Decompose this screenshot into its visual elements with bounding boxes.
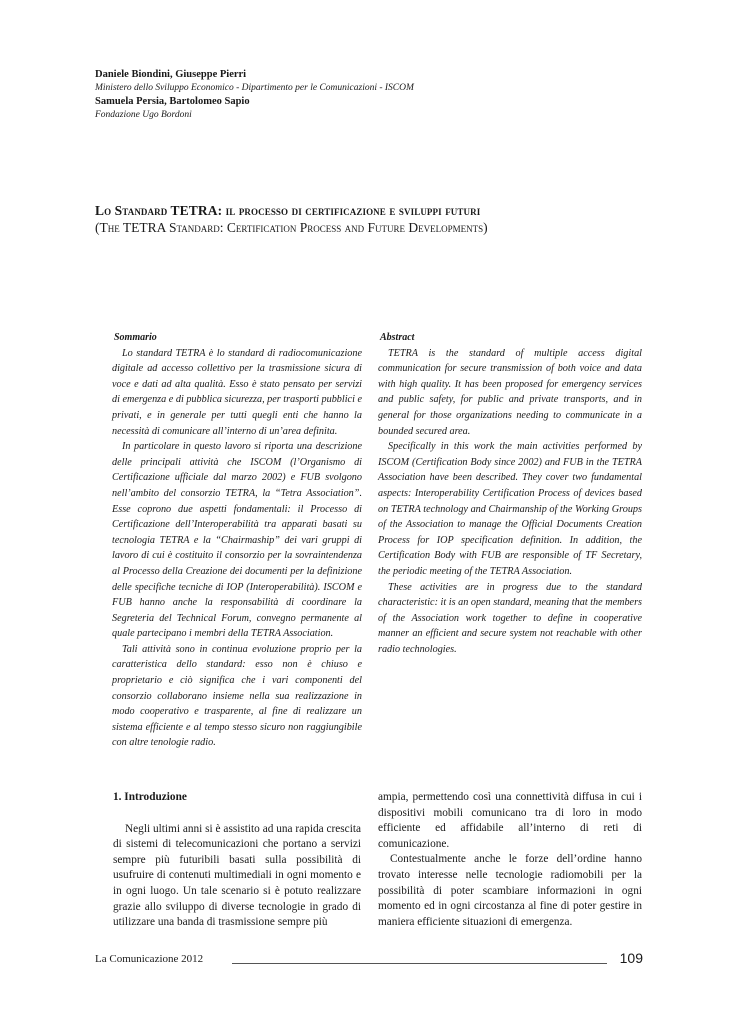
paper-title [95, 202, 655, 236]
abstract-paragraph: These activities are in progress due to the standard characteristic: it is an open standard, meaning that the members of the Association work together to define in cooperative manner an efficient and secure system not reachable with other radio technologies. [378, 581, 642, 655]
abstract-paragraph: Specifically in this work the main activities performed by ISCOM (Certification Body since 2002) and FUB in the TETRA Association have been described. They cover two fundamental aspects: Interoperability Certification Process of devices based on TETRA technology and Chairmanship of the Working Groups of the Association to manage the Official Documents Creation Process for IOP specification definition. In addition, the Certification Body with FUB are responsible of TF Secretary, the periodic meeting of the TETRA Association. [378, 441, 642, 577]
section-heading: 1. Introduzione [113, 791, 187, 803]
title-english: (The TETRA Standard: Certification Process and Future Developments) [95, 220, 488, 235]
sommario-column [112, 330, 362, 751]
sommario-paragraph: Tali attività sono in continua evoluzione proprio per la caratteristica dello standard: esso non è chiuso e proprietario e ciò significa che i vari componenti del consorzio collaborano insieme nella sua realizzazione in modo cooperativo e trasparente, al fine di realizzare un sistema efficiente e al tempo stesso sicuro non raggiungibile con altre tenologie radio. [112, 643, 362, 749]
sommario-heading: Sommario [114, 332, 157, 343]
intro-paragraph: ampia, permettendo così una connettività diffusa in cui i dispositivi mobili comunicano tra di loro in modo efficiente ed affidabile all’interno di reti di comunicazione. [378, 791, 642, 850]
intro-paragraph: Contestualmente anche le forze dell’ordine hanno trovato interesse nelle tecnologie radiomobili per la possibilità di poter scambiare informazioni in ogni momento ed in ogni circostanza al fine di poter gestire in maniera efficiente situazioni di emergenza. [378, 853, 642, 928]
author-names-1: Daniele Biondini, Giuseppe Pierri [95, 69, 247, 80]
intro-right-column [378, 790, 642, 930]
sommario-paragraph: Lo standard TETRA è lo standard di radiocomunicazione digitale ad accesso collettivo per la trasmissione sicura di voce e dati ad alta qualità. Esso è stato pensato per servizi di emergenza e di pubblica sicurezza, per trasporti pubblici e privati, e in generale per tutti quegli enti che hanno la necessità di comunicare all’interno di un’area definita. [112, 347, 362, 437]
affiliation-2: Fondazione Ugo Bordoni [95, 109, 192, 120]
page-footer [95, 951, 643, 971]
intro-left-column [113, 790, 361, 931]
journal-name: La Comunicazione 2012 [95, 953, 204, 965]
affiliation-1: Ministero dello Sviluppo Economico - Dipartimento per le Comunicazioni - ISCOM [95, 82, 414, 93]
abstract-heading: Abstract [380, 332, 415, 343]
author-names-2: Samuela Persia, Bartolomeo Sapio [95, 96, 250, 107]
intro-paragraph: Negli ultimi anni si è assistito ad una rapida crescita di sistemi di telecomunicazioni che portano a servizi sempre più futuribili basati sulla possibilità di usufruire di contenuti multimediali in ogni momento e in ogni luogo. Un tale scenario si è potuto realizzare grazie allo sviluppo di diverse tecnologie in grado di utilizzare una banda di trasmissione sempre più [113, 822, 361, 929]
authors-block [95, 68, 655, 122]
sommario-paragraph: In particolare in questo lavoro si riporta una descrizione delle principali attività che ISCOM (l’Organismo di Certificazione ufficiale dal marzo 2002) e FUB svolgono nell’ambito del consorzio TETRA, la “Tetra Association”. Esse coprono due aspetti fondamentali: il Processo di Certificazione dell’Interoperabilità tra apparati basati su tecnologia TETRA e la “Chairmaship” dei vari gruppi di lavoro di cui è costituito il consorzio per la sovraintendenza al Processo della Creazione dei documenti per la definizione delle specifiche tecniche di IOP (Interoperabilità). ISCOM e FUB hanno anche la responsabilità di coordinare la Segreteria del Technical Forum, convegno permanente al quale partecipano i membri della TETRA Association. [112, 441, 362, 640]
abstract-column [378, 330, 642, 657]
footer-rule [232, 963, 607, 964]
abstract-paragraph: TETRA is the standard of multiple access digital communication for secure transmission of both voice and data with high quality. It has been proposed for emergency services and public safety, for public and private transports, and in general for those organizations needing to communicate in a bounded secured area. [378, 347, 642, 437]
title-italian: Lo Standard TETRA: il processo di certificazione e sviluppi futuri [95, 203, 481, 218]
page-number: 109 [619, 950, 643, 966]
